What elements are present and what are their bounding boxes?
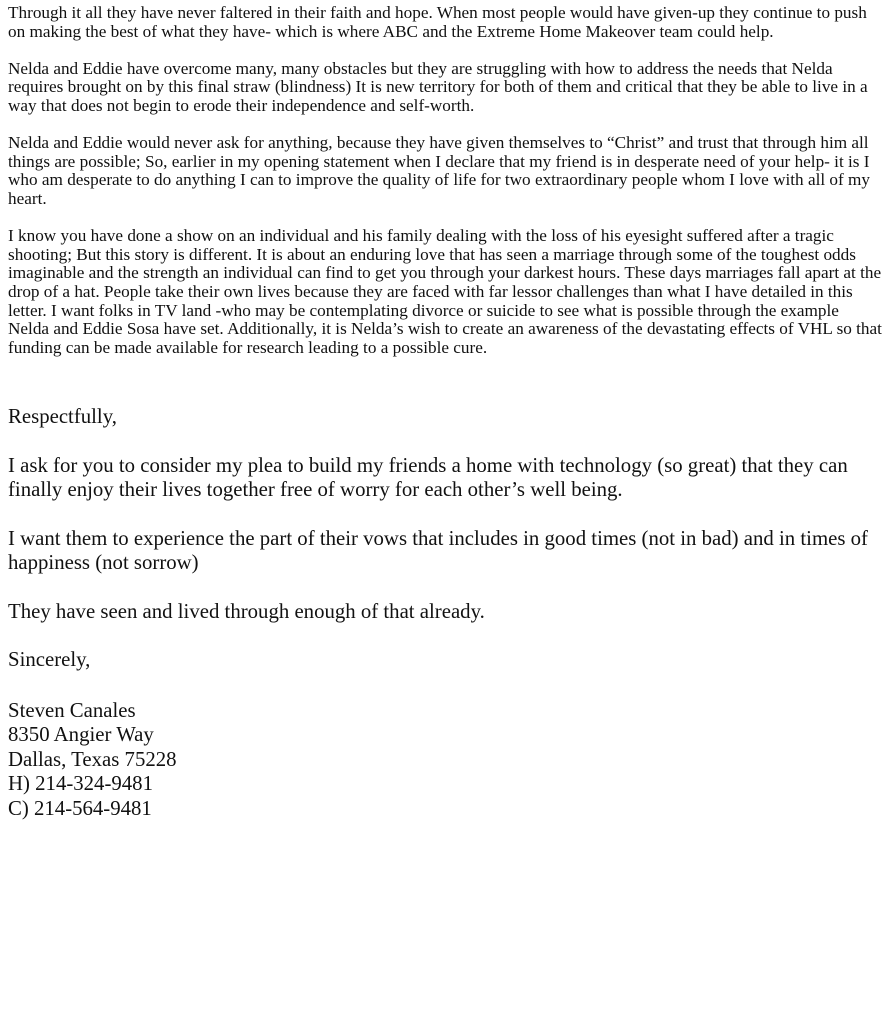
paragraph-obstacles: Nelda and Eddie have overcome many, many obstacles but they are struggling with how to address the needs that Nelda requires brought on by this final straw (blindness) It is new territory for both of them and critical that they be able to live in a way that does not begin to erode their independence and self-worth. [8, 58, 868, 115]
signature-home-phone: H) 214-324-9481 [8, 772, 153, 796]
signature-cell-phone: C) 214-564-9481 [8, 796, 152, 820]
signature-city: Dallas, Texas 75228 [8, 747, 177, 771]
closing-paragraph-enough: They have seen and lived through enough of that already. [8, 599, 485, 623]
signature-street: 8350 Angier Way [8, 723, 154, 747]
paragraph-story: I know you have done a show on an individual and his family dealing with the loss of his eyesight suffered after a tragic shooting; But this story is different. It is about an enduring love that has seen a marriage through some of the toughest odds imaginable and the strength an individual can find to get you through your darkest hours. These days marriages fall apart at the drop of a hat. People take their own lives because they are faced with far lessor challenges than what I have detailed in this letter. I want folks in TV land -who may be contemplating divorce or suicide to see what is possible through the example Nelda and Eddie Sosa have set. Additionally, it is Nelda’s wish to create an awareness of the devastating effects of VHL so that funding can be made available for research leading to a possible cure. [8, 226, 882, 357]
closing-paragraph-vows: I want them to experience the part of their vows that includes in good times (not in bad) and in times of happiness (not sorrow) [8, 526, 868, 575]
letter-page [8, 4, 884, 821]
paragraph-faith: Through it all they have never faltered in their faith and hope. When most people would have given-up they continue to push on making the best of what they have- which is where ABC and the Extreme Home Makeover team could help. [8, 3, 867, 41]
signoff: Sincerely, [8, 648, 91, 672]
letter-body [8, 4, 884, 357]
signature-name: Steven Canales [8, 698, 136, 722]
closing-paragraph-plea: I ask for you to consider my plea to build my friends a home with technology (so great) that they can finally enjoy their lives together free of worry for each other’s well being. [8, 453, 848, 502]
signature-block [8, 699, 884, 822]
paragraph-christ: Nelda and Eddie would never ask for anything, because they have given themselves to “Christ” and trust that through him all things are possible; So, earlier in my opening statement when I declare that my friend is in desperate need of your help- it is I who am desperate to do anything I can to improve the quality of life for two extraordinary people whom I love with all of my heart. [8, 133, 871, 208]
letter-closing [8, 405, 884, 821]
greeting: Respectfully, [8, 405, 117, 429]
